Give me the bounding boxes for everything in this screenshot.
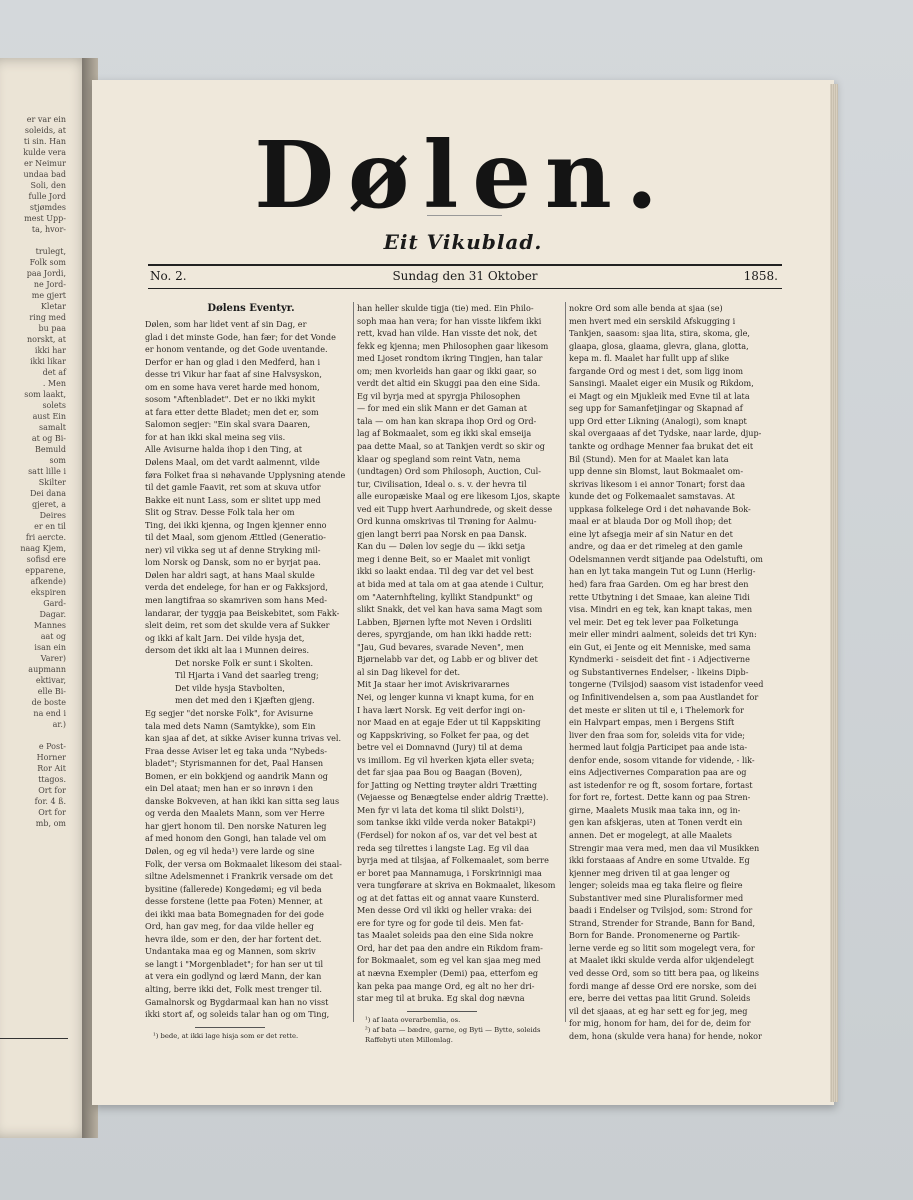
footnote-rule [407, 1011, 477, 1012]
column-3-text: nokre Ord som alle benda at sjaa (se) men hvert med ein serskild Afskugging i Tankjen, saasom: sjaa lita, stira, skoma, gle, glaapa, glosa, glaama, glevra, glana, glotta, kepa m. fl. Maalet har fullt upp af slike fargande Ord og mest i det, som ligg inom Sansingi. Maalet eiger ein Musik og Rikdom, ei Magt og ein Mjukleik med Evne til at lata seg upp for Samanfetjingar og Skapnad af upp Ord etter Likning (Analogi), som knapt skal overgaaas af det Tydske, naar larde, djup- tankte og ordhage Menner faa brukat det eit Bil (Stund). Men for at Maalet kan lata upp denne sin Blomst, laut Bokmaalet om- skrivas likesom i ei annor Tonart; forst daa kunde det og Folkemaalet samstavas. At uppkasa folkelege Ord i det nøhavande Bok- maal er at blauda Dor og Moll ihop; det eine lyt afsegja meir af sin Natur en det andre, og daa er det rimeleg at den gamle Odelsmannen verdt sitjande paa Odelstufti, om han en lyt taka mangein Tut og Lunn (Herlig- hed) fara fraa Garden. Om eg har brest den rette Utbytning i det Smaae, kan aleine Tidi visa. Mindri en eg tek, kan knapt takas, men vel meir. Det eg tek lever paa Folketunga meir eller mindri aalment, soleids det tri Kyn: ein Gut, ei Jente og eit Menniske, med sama Kyndmerki - seisdeit det fint - i Adjectiverne og Substantivernes Endelser, - likeins Dipb- tongerne (Tvilsjod) saasom vist istadenfor veed og Infinitivendelsen a, som paa Austlandet for det meste er sliten ut til e, i Thelemork for ein Halvpart empas, men i Bergens Stift liver den fraa som for, soleids vita for vide; hermed laut folgja Participet paa ande ista- denfor ende, sosom vitande for vidende, - lik- eins Adjectivernes Comparation paa are og ast istedenfor re og ft, sosom fortare, fortast for fort re, fortest. Dette kann og paa Stren- girne, Maalets Musik maa taka inn, og in- gen kan afskjeras, uten at Tonen verdt ein annen. Det er mogelegt, at alle Maalets Strengir maa vera med, men daa vil Musikken ikki forstaaas af Andre en some Utvalde. Eg kjenner meg driven til at gaa lenger og lenger; soleids maa eg taka fleire og fleire Substantiver med sine Pluralisformer med baadi i Endelser og Tvilsjod, som: Strond for Strand, Strender for Strande, Bann for Band, Born for Bande. Pronomenerne og Partik- lerne verde eg so litit som mogelegt vera, for at Maalet ikki skulde verda alfor ukjendelegt ved desse Ord, som so titt bera paa, og likeins fordi mange af desse Ord ere norske, som dei ere, berre dei vettas paa litit Grund. Soleids vil det sjaaas, at eg har sett eg for jeg, meg for mig, honom for ham, dei for de, deim for dem, hona (skulde vera hana) for hende, nokor [569, 303, 764, 1041]
column-divider-2 [565, 302, 566, 1022]
column-2 [357, 302, 569, 1045]
left-page [0, 58, 92, 1138]
issue-number: No. 2. [150, 269, 187, 283]
masthead-subtitle: Eit Vikublad. [383, 230, 543, 254]
newspaper-page [92, 80, 834, 1105]
dateline [148, 264, 782, 289]
masthead-title: Dølen. [254, 121, 672, 229]
column-2-text: han heller skulde tigja (tie) med. Ein Philo- soph maa han vera; for han visste likfem ikki rett, kvad han vilde. Han visste det nok, det fekk eg kjenna; men Philosophen gaar likesom med Ljoset rondtom ikring Tingjen, han talar om; men kvorleids han gaar og ikki gaar, so verdt det altid ein Skuggi paa den eine Sida. Eg vil byrja med at spyrgja Philosophen — for med ein slik Mann er det Gaman at tala — om han kan skrapa ihop Ord og Ord- lag af Bokmaalet, som eg ikki skal emseija paa dette Maal, so at Tankjen verdt so skir og klaar og spegland som reint Vatn, nema (undtagen) Ord som Philosoph, Auction, Cul- tur, Civilisation, Ideal o. s. v. der hevra til alle europæiske Maal og ere likesom Ljos, skapte ved eit Tupp hvert Aarhundrede, og skeit desse Ord kunna omskrivas til Trøning for Aalmu- gjen langt berri paa Norsk en paa Dansk. Kan du — Dølen lov segje du — ikki setja meg i denne Beit, so er Maalet mit vonligt ikki so laakt endaa. Til deg var det vel best at bida med at tala om at gaa atende i Cultur, om "Aaternhfteling, kyllikt Standpunkt" og slikt Snakk, det vel kan hava sama Magt som Labben, Bjørnen lyfte mot Neven i Ordsliti deres, spyrgjande, om han ikki hadde rett: "Jau, Gud bevares, svarade Neven", men Bjørnelabb var det, og Labb er og bliver det al sin Dag likevel for det. Mit Ja staar her imot Aviskrivararnes Nei, og lenger kunna vi knapt kuma, for en I hava lært Norsk. Eg veit derfor ingi on- nor Maad en at egaje Eder ut til Kappskiting og Kappskriving, so Folket fer paa, og det betre vel ei Domnavnd (Jury) til at dema vs imillom. Eg vil hverken kjøta eller sveta; det far sjaa paa Bou og Baagan (Boven), for Jatting og Netting trøyter aldri Trætting (Vejaesse og Benægtelse ender aldrig Trætte). Men fyr vi lata det koma til slikt Dolsti¹), som tankse ikki vilde verda noker Batakpi²) (Ferdsel) for nokon af os, var det vel best at reda seg tilrettes i langste Lag. Eg vil daa byrja med at tilsjaa, af Folkemaalet, som berre er boret paa Mannamuga, i Forskrinnigi maa vera tungførare at skriva en Bokmaalet, likesom og at det fattas eit og annat vaare Kunsterd. Men desse Ord vil ikki og heller vraka: dei ere for tyre og for gode til deis. Men fat- tas Maalet soleids paa den eine Sida nokre Ord, har det paa den andre ein Rikdom fram- for Bokmaalet, som eg vel kan sjaa meg med at nævna Exempler (Demi) paa, etterfom eg kan peka paa mange Ord, eg alt no her dri- star meg til at bruka. Eg skal dog nævna [357, 303, 560, 1004]
issue-date: Sundag den 31 Oktober [392, 269, 538, 283]
footnote-rule [195, 1027, 265, 1028]
left-page-rule [0, 1038, 68, 1039]
issue-year: 1858. [743, 269, 778, 283]
page-edge [830, 84, 838, 1102]
column-2-footnote: ¹) af laata overarbemlia, os. ²) af bata — bædre, garne, og Byti — Bytte, soleids Raffebyti uten Millomlag. [365, 1015, 541, 1044]
column-1-text: Dølen, som har lidet vent af sin Dag, er glad i det minste Gode, han fær; for det Vonde er honom ventande, og det Gode uventande. Derfor er han og glad i den Medferd, han i desse tri Vikur har faat af sine Halvsyskon, om en some hava veret harde med honom, sosom "Aftenbladet". Det er no ikki mykit at fara etter dette Bladet; men det er, som Salomon segjer: "Ein skal svara Daaren, for at han ikki skal meina seg viis. Alle Avisurne halda ihop i den Ting, at Dølens Maal, om det vardt aalmennt, vilde føra Folket fraa si nøhavande Upplysning atende til det gamle Faavit, ret som at skuva utfor Bakke eit nunt Lass, som er slitet upp med Slit og Strav. Desse Folk tala her om Ting, dei ikki kjenna, og Ingen kjenner enno til det Maal, som gjenom Ættled (Generatio- ner) vil vikka seg ut af denne Stryking mil- lom Norsk og Dansk, som no er byrjat paa. Dølen har aldri sagt, at hans Maal skulde verda det endelege, for han er og Fakksjord, men langtifraa so skamriven som hans Med- landarar, der tyggja paa Beiskebitet, som Fakk- sleit deim, ret som det skulde vera af Sukker og ikki af kalt Jarn. Dei vilde hysja det, dersom det ikki alt laa i Munnen deires. [145, 319, 346, 656]
column-1 [145, 302, 357, 1041]
column-divider-1 [353, 302, 354, 1022]
column-3 [569, 302, 781, 1042]
column-1-footnote: ¹) bede, at ikki lage hisja som er det rette. [153, 1031, 299, 1040]
column-1-text-2: Eg segjer "det norske Folk", for Avisurne tala med dets Namn (Samtykke), som Ein kan sjaa af det, at sikke Aviser kunna trivas vel. Fraa desse Aviser let eg taka unda "Nybeds- bladet"; Styrismannen for det, Paal Hansen Bomen, er ein bokkjend og aandrik Mann og ein Del ataat; men han er so inrøvn i den danske Bokveven, at han ikki kan sitta seg laus og verda den Maalets Mann, som ver Herre har gjert honom til. Den norske Naturen leg af med honom den Gongi, han talade vel om Dølen, og eg vil heda¹) vere larde og sine Folk, der versa om Bokmaalet likesom dei staal- siltne Adelsmennet i Frankrik versade om det bysitine (fallerede) Kongedømi; eg vil beda desse forstene (lette paa Foten) Menner, at dei ikki maa bata Bomegnaden for dei gode Ord, han gav meg, for daa vilde heller eg hevra ilde, som er den, der har fortent det. Undantaka maa eg og Mannen, som skriv se langt i "Morgenbladet"; for han ser ut til at vera ein godlynd og lærd Mann, der kan alting, berre ikki det, Folk mest trenger til. Gamalnorsk og Bygdarmaal kan han no visst ikki stort af, og soleids talar han og om Ting, [145, 707, 342, 1020]
left-page-text: er var ein soleids, at ti sin. Han kulde vera er Neimur undaa bad Soli, den fulle Jord stjømdes mest Upp- ta, hvor- trulegt, Folk som paa Jordi, ne Jord- me gjert Kletar ring med bu paa norskt, at ikki har ikki likar det af . Men som laakt, solets aust Ein samalt at og Bi- Bemuld som satt lille i Skilter Dei dana gjeret, a Deires er en til fri aercte. naag Kjem, sofisd ere epparene, afkende) ekspiren Gard- Dagar. Mannes aat og isan ein Varer) aupmann ektivar, elle Bi- de boste na end i ar.) e Post- Horner Ror Ait ttagos. Ort for for. 4 ß. Ort for mb, om [20, 115, 66, 828]
article-title: Dølens Eventyr. [207, 303, 295, 314]
masthead-divider [427, 215, 502, 216]
column-1-poem: Det norske Folk er sunt i Skolten. Til Hjarta i Vand det saarleg treng; Det vilde hysja Stavbolten, men det med den i Kjæften gjeng. [175, 657, 319, 706]
